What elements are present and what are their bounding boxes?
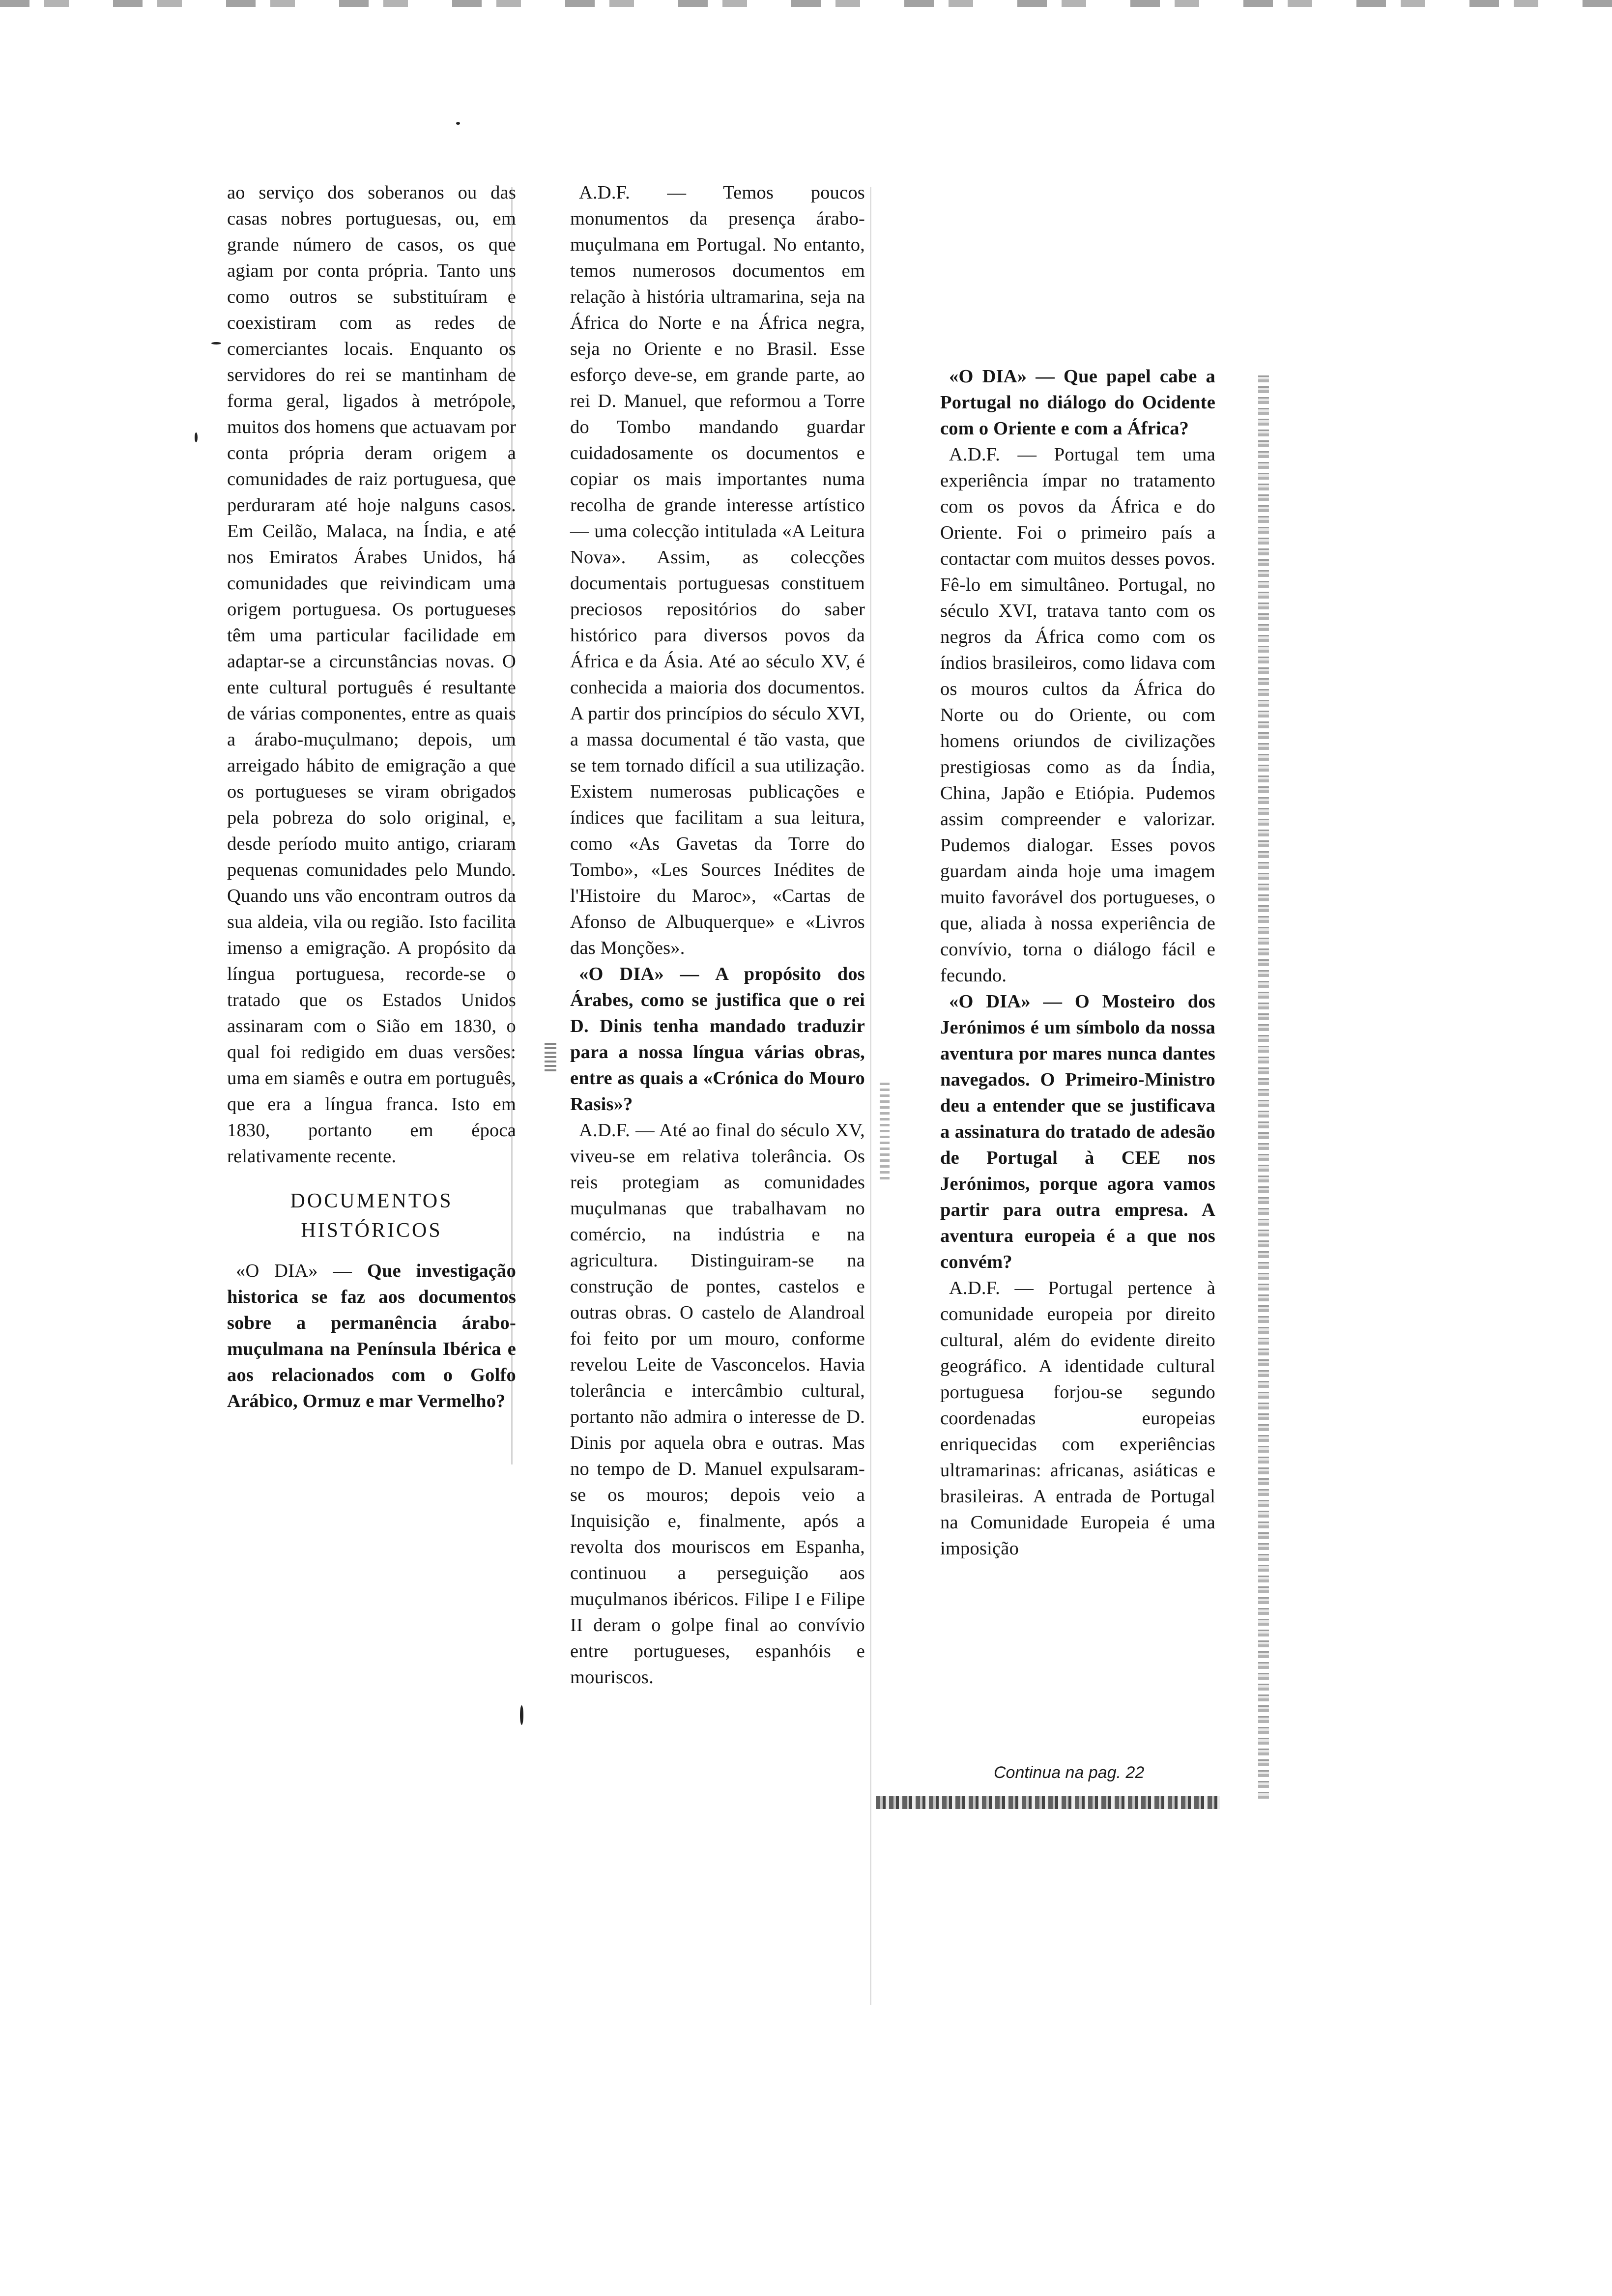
subhead-line-1: DOCUMENTOS	[290, 1190, 453, 1212]
answer-speaker: A.D.F. —	[579, 182, 687, 203]
question-text: O Mosteiro dos Jerónimos é um símbolo da nossa aventura por mares nunca dantes navegados. O Primeiro-Ministro deu a entender que se justificava a assinatura do tratado de adesão de Portugal à CEE nos Jerónimos, porque agora vamos partir para outra empresa. A aventura europeia é a que nos convém?	[940, 991, 1215, 1272]
subhead-line-2: HISTÓRICOS	[301, 1219, 442, 1242]
interview-answer-2	[570, 1118, 865, 1691]
question-speaker: «O DIA» —	[949, 366, 1055, 387]
article-column-2	[570, 180, 865, 1691]
interview-question-1	[227, 1258, 516, 1414]
answer-speaker: A.D.F. —	[949, 1278, 1034, 1298]
question-text: Que papel cabe a Portugal no diálogo do Ocidente com o Oriente e com a África?	[940, 366, 1216, 439]
article-column-1	[227, 180, 516, 1414]
answer-text: Até ao final do século XV, viveu-se em relativa tolerância. Os reis protegiam as comunidades muçulmanas que trabalhavam no comércio, na indústria e na agricultura. Distinguiram-se na construção de pontes, castelos e outras obras. O castelo de Alandroal foi feito por um mouro, conforme revelou Leite de Vasconcelos. Havia tolerância e intercâmbio cultural, portanto não admira o interesse de D. Dinis por aquela obra e outras. Mas no tempo de D. Manuel expulsaram-se os mouros; depois veio a Inquisição e, finalmente, após a revolta dos mouriscos em Espanha, continuou a perseguição aos muçulmanos ibéricos. Filipe I e Filipe II deram o golpe final ao convívio entre portugueses, espanhóis e mouriscos.	[570, 1120, 865, 1688]
scan-speck	[456, 122, 460, 125]
interview-question-4	[940, 989, 1215, 1275]
scan-bottom-strip	[876, 1796, 1220, 1809]
question-speaker: «O DIA» —	[579, 964, 699, 984]
answer-text: Temos poucos monumentos da presença árabo-muçulmana em Portugal. No entanto, temos numerosos documentos em relação à história ultramarina, seja na África do Norte e na África negra, seja no Oriente e no Brasil. Esse esforço deve-se, em grande parte, ao rei D. Manuel, que reformou a Torre do Tombo mandando guardar cuidadosamente os documentos e copiar os mais importantes numa recolha de grande interesse artístico — uma colecção intitulada «A Leitura Nova». Assim, as colecções documentais portuguesas constituem preciosos repositórios do saber histórico para diversos povos da África e da Ásia. Até ao século XV, é conhecida a maioria dos documentos. A partir dos princípios do século XVI, a massa documental é tão vasta, que se tem tornado difícil a sua utilização. Existem numerosas publicações e índices que facilitam a sua leitura, como «As Gavetas da Torre do Tombo», «Les Sources Inédites de l'Histoire du Maroc», «Cartas de Afonso de Albuquerque» e «Livros das Monções».	[570, 182, 865, 958]
question-speaker: «O DIA» —	[949, 991, 1063, 1012]
column-divider	[511, 187, 513, 1464]
column-divider	[870, 187, 871, 2005]
article-column-3	[940, 364, 1215, 1562]
interview-answer-3	[940, 442, 1215, 989]
scan-speck	[195, 432, 198, 442]
section-subhead	[227, 1186, 516, 1245]
interview-answer-4	[940, 1275, 1215, 1562]
photocopy-top-edge	[0, 0, 1612, 7]
question-text: Que investigação historica se faz aos documentos sobre a permanência árabo-muçulmana na Península Ibérica e aos relacionados com o Golfo Arábico, Ormuz e mar Vermelho?	[227, 1261, 517, 1411]
answer-text: Portugal tem uma experiência ímpar no tratamento com os povos da África e do Oriente. Foi o primeiro país a contactar com muitos desses povos. Fê-lo em simultâneo. Portugal, no século XVI, tratava tanto com os negros da África como com os índios brasileiros, como lidava com os mouros cultos da África do Norte ou do Oriente, ou com homens oriundos de civilizações prestigiosas como as da Índia, China, Japão e Etiópia. Pudemos assim compreender e valorizar. Pudemos dialogar. Esses povos guardam ainda hoje uma imagem muito favorável dos portugueses, o que, aliada à nossa experiência de convívio, torna o diálogo fácil e fecundo.	[940, 444, 1215, 986]
continuation-note: Continua na pag. 22	[994, 1763, 1145, 1782]
scan-speck	[520, 1705, 523, 1725]
answer-speaker: A.D.F. —	[949, 444, 1037, 465]
scan-edge-strip	[1258, 373, 1269, 1799]
scan-smudge	[545, 1042, 556, 1071]
answer-text: Portugal pertence à comunidade europeia por direito cultural, além do evidente direito geográfico. A identidade cultural portuguesa forjou-se segundo coordenadas europeias enriquecidas com experiências ultramarinas: africanas, asiáticas e brasileiras. A entrada de Portugal na Comunidade Europeia é uma imposição	[940, 1278, 1215, 1559]
column-1-paragraph: ao serviço dos soberanos ou das casas nobres portuguesas, ou, em grande número de casos, os que agiam por conta própria. Tanto uns como outros se substituíram e coexistiram com as redes de comerciantes locais. Enquanto os servidores do rei se mantinham de forma geral, ligados à metrópole, muitos dos homens que actuavam por conta própria deram origem a comunidades de raiz portuguesa, que perduraram até hoje nalguns casos. Em Ceilão, Malaca, na Índia, e até nos Emiratos Árabes Unidos, há comunidades que reivindicam uma origem portuguesa. Os portugueses têm uma particular facilidade em adaptar-se a circunstâncias novas. O ente cultural português é resultante de várias componentes, entre as quais a árabo-muçulmano; depois, um arreigado hábito de emigração a que os portugueses se viram obrigados pela pobreza do solo original, e, desde período muito antigo, criaram pequenas comunidades pelo Mundo. Quando uns vão encontram outros da sua aldeia, vila ou região. Isto facilita imenso a emigração. A propósito da língua portuguesa, recorde-se o tratado que os Estados Unidos assinaram com o Sião em 1830, o qual foi redigido em duas versões: uma em siamês e outra em português, que era a língua franca. Isto em 1830, portanto em época relativamente recente.	[227, 182, 516, 1167]
interview-question-2	[570, 961, 865, 1118]
scan-speck	[211, 342, 221, 344]
interview-question-3	[940, 364, 1215, 442]
answer-speaker: A.D.F. —	[579, 1120, 655, 1141]
question-text: A propósito dos Árabes, como se justifica que o rei D. Dinis tenha mandado traduzir para a nossa língua várias obras, entre as quais a «Crónica do Mouro Rasis»?	[570, 964, 865, 1115]
question-speaker: «O DIA» —	[236, 1261, 352, 1281]
scan-smudge	[880, 1081, 890, 1179]
interview-answer-1	[570, 180, 865, 961]
